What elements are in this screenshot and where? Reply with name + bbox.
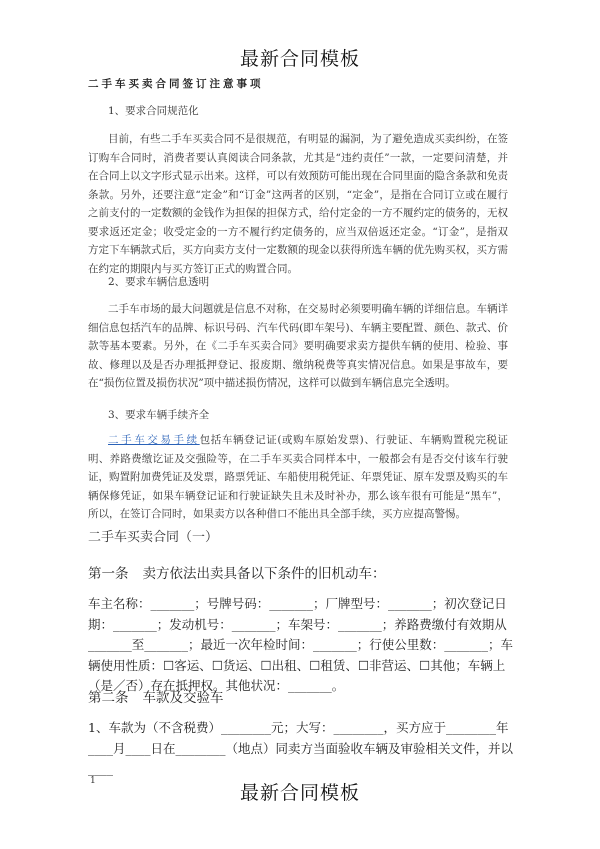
article-1-title: 卖方依法出卖具备以下条件的旧机动车： xyxy=(142,566,386,582)
contract-title: 二手车买卖合同（一） xyxy=(88,530,219,545)
article-1-heading xyxy=(88,562,386,582)
section-paragraph-1: 目前，有些二手车买卖合同不是很规范，有明显的漏洞，为了避免造成买卖纠纷，在签订购车合同时，消费者要认真阅读合同条款，尤其是“违约责任”一款，一定要问清楚，并在合同上以文字形式显示出来。这样，可以有效预防可能出现在合同里面的隐含条款和免责条款。另外，还要注意“定金”和“订金”这两者的区别，“定金”，是指在合同订立或在履行之前支付的一定数额的金钱作为担保的担保方式，给付定金的一方不履约定的债务的，无权要求返还定金；收受定金的一方不履行约定债务的，应当双倍返还定金。“订金”，是指双方定下车辆款式后，买方向卖方支付一定数额的现金以获得所选车辆的优先购买权，买方需在约定的期限内与买方签订正式的购置合同。 xyxy=(88,133,508,275)
article-1-number: 第一条 xyxy=(88,566,129,582)
article-2-heading xyxy=(88,686,224,706)
article-2-number: 第二条 xyxy=(88,690,129,706)
section-heading-2: 2、要求车辆信息透明 xyxy=(108,276,210,288)
section-heading-1: 1、要求合同规范化 xyxy=(108,105,199,117)
article-2-body: 1、车款为（不含税费）________元；大写：________，买方应于________年____月____日在________（地点）同卖方当面验收车辆及审验相关文件，并以____ xyxy=(88,720,514,776)
document-subtitle: 二手车买卖合同签订注意事项 xyxy=(88,78,264,90)
section-paragraph-3 xyxy=(88,431,508,524)
header-title: 最新合同模板 xyxy=(239,48,360,70)
section-heading-3: 3、要求车辆手续齐全 xyxy=(108,409,210,421)
article-1-body: 车主名称：_______；号牌号码：_______；厂牌型号：_______；初次登记日期：_______；发动机号：_______；车架号：_______；养路费缴付有效期从_______至_______；最近一次年检时间：_______；行使公里数：_______；车辆使用性质：☐客运、☐货运、☐出租、☐租赁、☐非营运、☐其他；车辆上（是／否）存在抵押权。其他状况：_______。 xyxy=(88,596,514,693)
article-2-title: 车款及交验车 xyxy=(142,690,224,706)
section-paragraph-3-text: 包括车辆登记证(或购车原始发票)、行驶证、车辆购置税完税证明、养路费缴讫证及交强险等，在二手车买卖合同样本中，一般都会有是否交付该车行驶证，购置附加费凭证及发票，路票凭证、车船使用税凭证、年票凭证、原车发票及购买的车辆保修凭证，如果车辆登记证和行驶证缺失且未及时补办，那么该车很有可能是“黑车”，所以，在签订合同时，如果卖方以各种借口不能出具全部手续，买方应提高警惕。 xyxy=(88,434,509,520)
footer-title: 最新合同模板 xyxy=(239,782,360,804)
footer-page-number: 1 xyxy=(90,776,96,786)
section-paragraph-2: 二手车市场的最大问题就是信息不对称，在交易时必须要明确车辆的详细信息。车辆详细信息包括汽车的品牌、标识号码、汽车代码(即车架号)、车辆主要配置、颜色、款式、价款等基本要素。另外，在《二手车买卖合同》要明确要求卖方提供车辆的使用、检验、事故、修理以及是否办理抵押登记、报废期、缴纳税费等真实情况信息。如果是事故车，要在“损伤位置及损伤状况”项中描述损伤情况，这样可以做到车辆信息完全透明。 xyxy=(88,303,508,389)
trade-procedure-link[interactable]: 二手车交易手续 xyxy=(108,434,200,446)
